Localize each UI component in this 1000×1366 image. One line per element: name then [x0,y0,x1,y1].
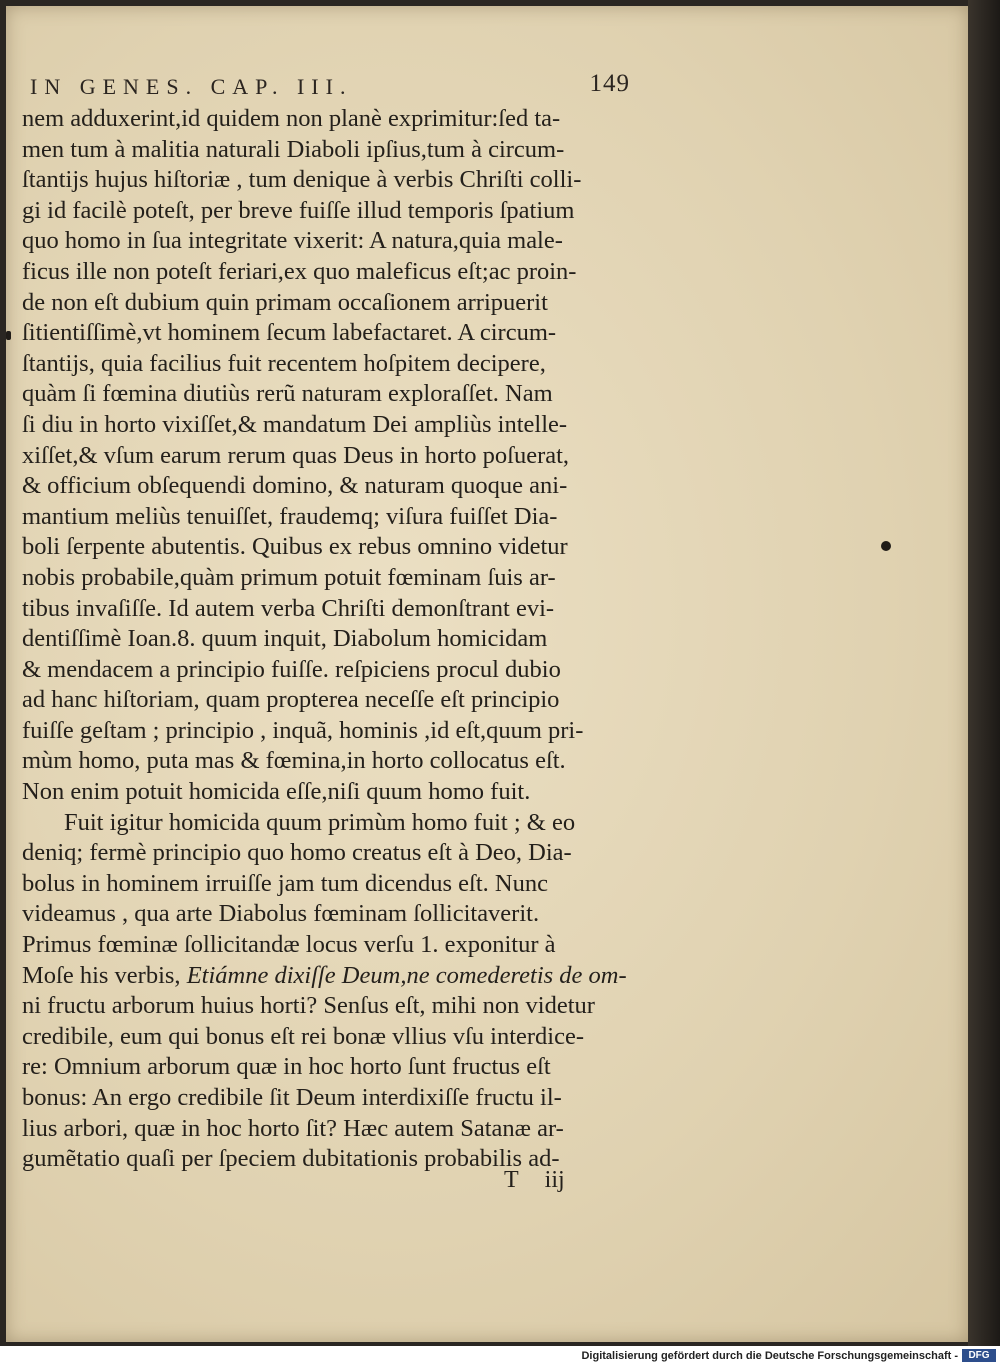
text-line: dentiſſimè Ioan.8. quum inquit, Diabolum homicidam [22,625,548,653]
text-line: men tum à malitia naturali Diaboli ipſius,tum à circum- [22,135,565,163]
text-line: quàm ſi fœmina diutiùs rerũ naturam exploraſſet. Nam [22,380,553,408]
page-number: 149 [589,70,630,97]
text-line: nem adduxerint,id quidem non planè exprimitur:ſed ta- [22,105,561,132]
main-text [22,104,646,1175]
text-line: bonus: An ergo credibile ſit Deum interdixiſſe fructu il- [22,1084,562,1111]
text-line: deniq; fermè principio quo homo creatus eſt à Deo, Dia- [22,839,572,867]
dfg-logo: DFG [962,1349,996,1362]
ink-spot-icon [881,541,891,551]
italic-quotation: Etiámne dixiſſe Deum,ne comederetis de om- [186,961,627,989]
text-line: xiſſet,& vſum earum rerum quas Deus in horto poſuerat, [22,441,570,469]
text-line: ſi diu in horto vixiſſet,& mandatum Dei ampliùs intelle- [22,410,568,438]
paragraph-start-line: Fuit igitur homicida quum primùm homo fuit ; & eo [64,808,576,836]
text-line: tibus invaſiſſe. Id autem verba Chriſti demonſtrant evi- [22,594,555,622]
text-line: gi id facilè poteſt, per breve fuiſſe illud temporis ſpatium [22,196,575,224]
running-title: IN GENES. CAP. III. [30,74,353,99]
text-line: de non eſt dubium quin primam occaſionem arripuerit [22,288,548,316]
margin-mark-icon [6,331,11,340]
signature-letter: T [504,1167,519,1193]
text-line: videamus , qua arte Diabolus fœminam ſollicitaverit. [22,900,540,928]
funding-credit: Digitalisierung gefördert durch die Deutsche Forschungsgemeinschaft - [581,1350,958,1362]
text-line: credibile, eum qui bonus eſt rei bonæ vllius vſu interdice- [22,1022,585,1050]
text-line: ſtantijs, quia facilius fuit recentem hoſpitem decipere, [22,349,546,377]
scan-edge [968,0,1000,1346]
text-line: Non enim potuit homicida eſſe,niſi quum homo fuit. [22,778,531,806]
text-line: ſitientiſſimè,vt hominem ſecum labefactaret. A circum- [22,319,557,347]
text-line: ficus ille non poteſt feriari,ex quo maleficus eſt;ac proin- [22,257,577,285]
text-line: fuiſſe geſtam ; principio , inquã, hominis ,id eſt,quum pri- [22,716,584,744]
signature-mark [504,1167,565,1194]
text-line: re: Omnium arborum quæ in hoc horto ſunt fructus eſt [22,1053,551,1081]
text-line: boli ſerpente abutentis. Quibus ex rebus omnino videtur [22,533,568,561]
text-line-with-italic [22,961,646,992]
text-line: nobis probabile,quàm primum potuit fœminam ſuis ar- [22,563,556,591]
text-line: quo homo in ſua integritate vixerit: A natura,quia male- [22,227,563,255]
text-line: & mendacem a principio fuiſſe. reſpiciens procul dubio [22,655,561,683]
text-line: ni fructu arborum huius horti? Senſus eſt, mihi non videtur [22,992,595,1020]
signature-numeral: iij [544,1167,565,1193]
text-line: gumẽtatio quaſi per ſpeciem dubitationis probabilis ad- [22,1145,560,1173]
text-segment: Moſe his verbis, [22,961,187,989]
text-line: lius arbori, quæ in hoc horto ſit? Hæc autem Satanæ ar- [22,1114,564,1142]
text-line: mantium meliùs tenuiſſet, fraudemq; viſura fuiſſet Dia- [22,502,558,530]
text-line: Primus fœminæ ſollicitandæ locus verſu 1. exponitur à [22,931,556,959]
digitization-footer [0,1346,1000,1366]
text-line: mùm homo, puta mas & fœmina,in horto collocatus eſt. [22,747,566,775]
text-line: ſtantijs hujus hiſtoriæ , tum denique à verbis Chriſti colli- [22,166,582,194]
text-line: ad hanc hiſtoriam, quam propterea neceſſe eſt principio [22,686,560,714]
running-header [30,70,630,102]
text-line: & officium obſequendi domino, & naturam quoque ani- [22,472,568,500]
text-line: bolus in hominem irruiſſe jam tum dicendus eſt. Nunc [22,869,548,897]
